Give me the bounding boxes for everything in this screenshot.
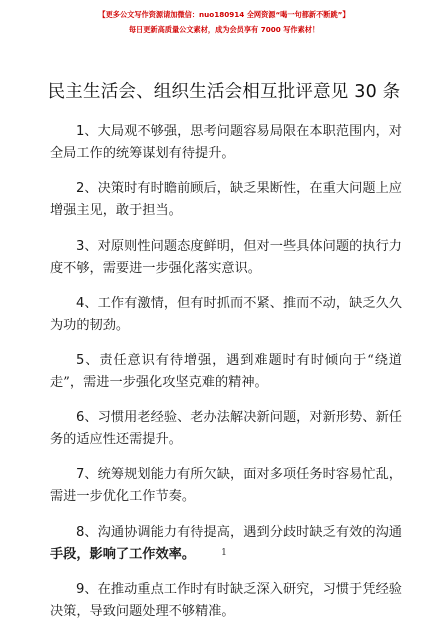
- item-bold-text: 手段，影响了工作效率。: [50, 546, 196, 562]
- opinion-item-7: [50, 464, 402, 508]
- item-text: 、统筹规划能力有所欠缺，面对多项任务时容易忙乱，需进一步优化工作节奏。: [50, 467, 402, 505]
- opinion-item-8: [50, 522, 402, 566]
- opinion-item-9: [50, 579, 402, 623]
- item-number: 8: [76, 524, 85, 540]
- item-text: 、决策时有时瞻前顾后，缺乏果断性，在重大问题上应增强主见，敢于担当。: [50, 181, 402, 219]
- item-number: 4: [76, 295, 85, 311]
- item-text: 、在推动重点工作时有时缺乏深入研究，习惯于凭经验决策，导致问题处理不够精准。: [50, 581, 402, 619]
- item-text: 、责任意识有待增强，遇到难题时有时倾向于“绕道走”，需进一步强化攻坚克难的精神。: [50, 352, 402, 390]
- item-text: 、大局观不够强，思考问题容易局限在本职范围内，对全局工作的统筹谋划有待提升。: [50, 124, 402, 162]
- item-text: 、习惯用老经验、老办法解决新问题，对新形势、新任务的适应性还需提升。: [50, 410, 402, 448]
- promo-banner-line1: 【更多公文写作资源请加微信：nuo180914 全网资源“喝一句都新不断跳”】: [98, 10, 350, 19]
- opinion-item-5: [50, 350, 402, 394]
- item-text: 、对原则性问题态度鲜明，但对一些具体问题的执行力度不够，需要进一步强化落实意识。: [50, 238, 402, 276]
- item-number: 6: [76, 410, 85, 426]
- item-text: 、沟通协调能力有待提高，遇到分歧时缺乏有效的沟通: [84, 524, 402, 540]
- page-number: 1: [221, 548, 227, 558]
- opinion-item-1: [50, 121, 402, 165]
- promo-banner-line2: 每日更新高质量公文素材，成为会员享有 7000 写作素材！: [128, 25, 320, 34]
- item-number: 7: [76, 467, 85, 483]
- item-number: 9: [76, 581, 85, 597]
- promo-banner: [0, 8, 448, 37]
- item-number: 1: [76, 124, 85, 140]
- opinion-item-3: [50, 236, 402, 280]
- document-title: 民主生活会、组织生活会相互批评意见 30 条: [47, 82, 401, 102]
- item-number: 5: [76, 352, 85, 368]
- opinion-item-6: [50, 407, 402, 451]
- item-number: 2: [76, 181, 85, 197]
- item-number: 3: [76, 238, 85, 254]
- item-text: 、工作有激情，但有时抓而不紧、推而不动，缺乏久久为功的韧劲。: [50, 295, 402, 333]
- opinion-item-2: [50, 178, 402, 222]
- opinion-item-4: [50, 293, 402, 337]
